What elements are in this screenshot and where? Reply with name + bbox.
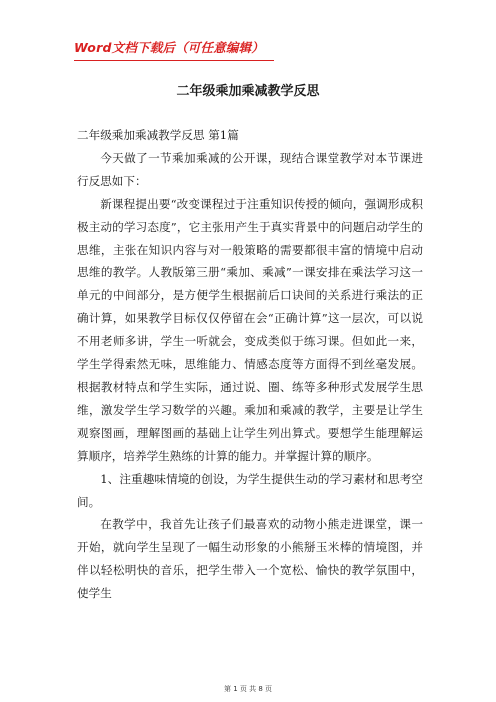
document-body	[77, 124, 423, 605]
body-paragraph: 新课程提出要“改变课程过于注重知识传授的倾向，强调形成积极主动的学习态度”，它主张用产生于真实背景中的问题启动学生的思维，主张在知识内容与对一般策略的需要都很丰富的情境中启动思维的教学。人教版第三册“乘加、乘减”一课安排在乘法学习这一单元的中间部分，是方便学生根据前后口诀间的关系进行乘法的正确计算，如果教学目标仅仅停留在会“正确计算”这一层次，可以说不用老师多讲，学生一听就会，变成类似于练习课。但如此一来，学生学得索然无味，思维能力、情感态度等方面得不到丝毫发展。根据教材特点和学生实际，通过说、圈、练等多种形式发展学生思维，激发学生学习数学的兴趣。乘加和乘减的教学，主要是让学生观察图画，理解图画的基础上让学生列出算式。要想学生能理解运算顺序，培养学生熟练的计算的能力。并掌握计算的顺序。	[77, 196, 423, 463]
header-divider	[74, 60, 274, 61]
body-paragraph: 今天做了一节乘加乘减的公开课，现结合课堂教学对本节课进行反思如下：	[77, 150, 423, 188]
page-header	[74, 38, 274, 61]
section-subtitle: 二年级乘加乘减教学反思 第1篇	[77, 128, 239, 142]
body-paragraph: 1、注重趣味情境的创设，为学生提供生动的学习素材和思考空间。	[77, 471, 423, 509]
body-paragraph: 在教学中，我首先让孩子们最喜欢的动物小熊走进课堂，课一开始，就向学生呈现了一幅生动形象的小熊掰玉米棒的情境图，并伴以轻松明快的音乐，把学生带入一个宽松、愉快的教学氛围中，使学生	[77, 517, 423, 601]
document-title: 二年级乘加乘减教学反思	[176, 84, 320, 99]
header-label: Word文档下载后（可任意编辑）	[74, 40, 265, 55]
page-number: 第 1 页 共 8 页	[223, 685, 273, 693]
